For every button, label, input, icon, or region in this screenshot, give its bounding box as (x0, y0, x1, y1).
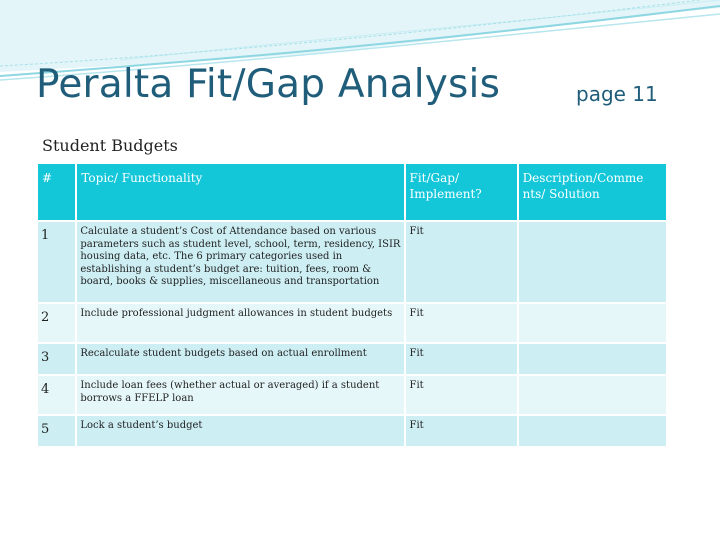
section-subtitle: Student Budgets (42, 136, 178, 155)
row-topic: Recalculate student budgets based on actual enrollment (77, 344, 403, 374)
row-description (519, 344, 666, 374)
row-topic: Calculate a student’s Cost of Attendance based on various parameters such as student level, school, term, residency, ISIR housing data, etc. The 6 primary categories used in establishing a student’s budget are: tuition, fees, room & board, books & supplies, miscellaneous and transportation (77, 222, 403, 302)
header-number: # (38, 164, 75, 220)
row-topic: Include professional judgment allowances in student budgets (77, 304, 403, 342)
row-description (519, 304, 666, 342)
table-row (38, 222, 666, 302)
row-number: 5 (38, 416, 75, 446)
page-number: page 11 (576, 82, 658, 106)
row-topic: Include loan fees (whether actual or averaged) if a student borrows a FFELP loan (77, 376, 403, 414)
row-description (519, 416, 666, 446)
row-topic: Lock a student’s budget (77, 416, 403, 446)
row-fit-status: Fit (406, 304, 517, 342)
row-fit-status: Fit (406, 376, 517, 414)
row-number: 1 (38, 222, 75, 302)
table-header-row (38, 164, 666, 220)
row-description (519, 222, 666, 302)
row-fit-status: Fit (406, 416, 517, 446)
table-row (38, 344, 666, 374)
row-number: 2 (38, 304, 75, 342)
row-fit-status: Fit (406, 222, 517, 302)
row-fit-status: Fit (406, 344, 517, 374)
row-number: 4 (38, 376, 75, 414)
header-description: Description/Comme nts/ Solution (519, 164, 666, 220)
header-topic: Topic/ Functionality (77, 164, 403, 220)
fit-gap-table (36, 162, 668, 448)
row-description (519, 376, 666, 414)
table-row (38, 376, 666, 414)
slide-title: Peralta Fit/Gap Analysis (36, 62, 501, 107)
header-fit-gap: Fit/Gap/ Implement? (406, 164, 517, 220)
table-row (38, 304, 666, 342)
table-row (38, 416, 666, 446)
row-number: 3 (38, 344, 75, 374)
